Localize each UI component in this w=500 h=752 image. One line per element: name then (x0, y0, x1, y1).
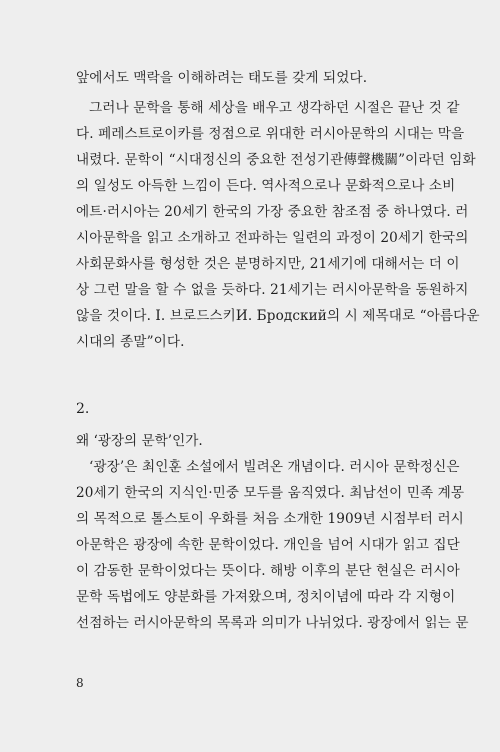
paragraph-line: 시대의 종말”이다. (76, 334, 185, 350)
paragraph-line: 시아문학을 읽고 소개하고 전파하는 일련의 과정이 20세기 한국의 (76, 230, 469, 246)
paragraph-line: 아문학은 광장에 속한 문학이었다. 개인을 넘어 시대가 읽고 집단 (76, 537, 460, 553)
paragraph-line: 문학 독법에도 양분화를 가져왔으며, 정치이념에 따라 각 지형이 (76, 589, 456, 605)
section-title: 왜 ‘광장의 문학’인가. (76, 433, 203, 449)
paragraph-line: 20세기 한국의 지식인·민중 모두를 움직였다. 최남선이 민족 계몽 (76, 485, 465, 501)
paragraph-line: 의 일성도 아득한 느낌이 든다. 역사적으로나 문화적으로나 소비 (76, 178, 456, 194)
paragraph-line: 내렸다. 문학이 “시대정신의 중요한 전성기관傳聲機關”이라던 임화 (76, 152, 476, 168)
paragraph-line: 에트·러시아는 20세기 한국의 가장 중요한 참조점 중 하나였다. 러 (76, 204, 469, 220)
paragraph-line: 그러나 문학을 통해 세상을 배우고 생각하던 시절은 끝난 것 같 (89, 100, 460, 116)
paragraph-line: 않을 것이다. I. 브로드스키И. Бродский의 시 제목대로 “아름다운 (76, 308, 480, 324)
paragraph-line: ‘광장’은 최인훈 소설에서 빌려온 개념이다. 러시아 문학정신은 (89, 459, 460, 475)
page-number: 8 (76, 676, 84, 690)
paragraph-line: 상 그런 말을 할 수 없을 듯하다. 21세기는 러시아문학을 동원하지 (76, 282, 469, 298)
section-number: 2. (76, 401, 90, 417)
paragraph-line: 다. 페레스트로이카를 정점으로 위대한 러시아문학의 시대는 막을 (76, 126, 465, 142)
paragraph-line: 선점하는 러시아문학의 목록과 의미가 나뉘었다. 광장에서 읽는 문 (76, 615, 469, 631)
paragraph-line: 앞에서도 맥락을 이해하려는 태도를 갖게 되었다. (76, 70, 368, 86)
paragraph-line: 의 목적으로 톨스토이 우화를 처음 소개한 1909년 시점부터 러시 (76, 511, 464, 527)
paragraph-line: 이 감동한 문학이었다는 뜻이다. 해방 이후의 분단 현실은 러시아 (76, 563, 460, 579)
paragraph-line: 사회문화사를 형성한 것은 분명하지만, 21세기에 대해서는 더 이 (76, 256, 460, 272)
